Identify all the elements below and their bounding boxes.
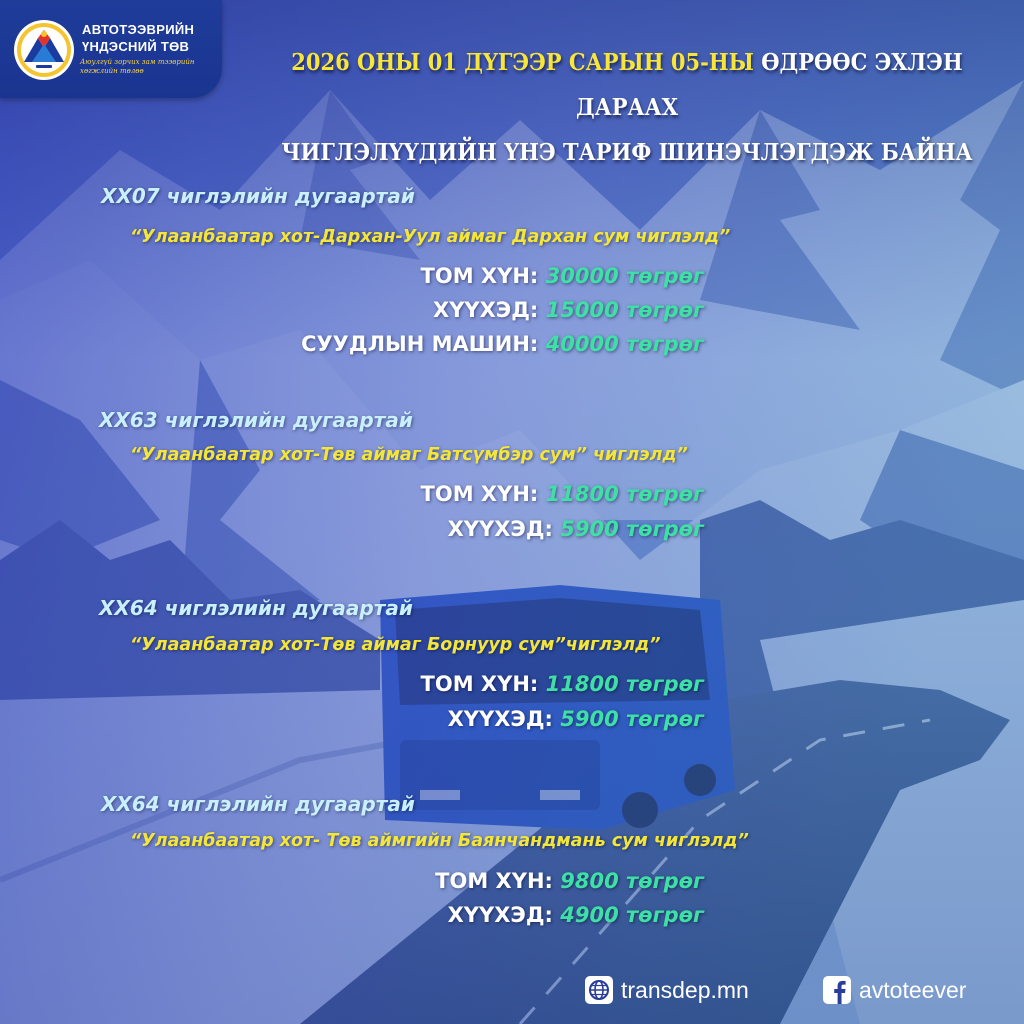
price-value: 15000 төгрөг [545,298,704,322]
route-destination: “Улаанбаатар хот- Төв аймгийн Баянчандмань сум чиглэлд” [130,831,749,851]
price-label: ТОМ ХҮН: [420,672,539,696]
price-label: ХҮҮХЭД: [447,707,553,731]
price-label: ТОМ ХҮН: [420,482,539,506]
route-destination: “Улаанбаатар хот-Төв аймаг Батсүмбэр сум” чиглэлд” [130,445,688,465]
route-heading: ХХ64 чиглэлийн дугаартай [99,596,413,620]
logo-org-name-line2: ҮНДЭСНИЙ ТӨВ [82,39,190,54]
price-child [433,298,704,322]
facebook-icon [823,976,851,1004]
price-value: 9800 төгрөг [560,869,704,893]
price-child [448,707,704,731]
route-heading: ХХ63 чиглэлийн дугаартай [99,408,413,432]
route-heading: ХХ64 чиглэлийн дугаартай [101,792,415,816]
website-text: transdep.mn [621,976,749,1003]
price-label: ТОМ ХҮН: [435,869,553,893]
website-link[interactable] [585,976,749,1004]
logo-slogan: Аюулгүй зорчих зам тээврийн хөгжлийн төлөө [80,58,195,75]
page-title [238,40,1016,174]
price-label: ХҮҮХЭД: [447,517,553,541]
footer-social-links [585,976,1015,1008]
price-label: СУУДЛЫН МАШИН: [301,332,539,356]
price-label: ХҮҮХЭД: [433,298,539,322]
route-heading: ХХ07 чиглэлийн дугаартай [101,184,415,208]
price-car [301,332,704,356]
price-adult [435,869,704,893]
price-value: 11800 төгрөг [545,672,704,696]
price-adult [421,672,704,696]
title-line1-rest: ӨДРӨӨС ЭХЛЭН ДАРААХ [575,47,963,121]
price-adult [421,264,704,288]
logo-emblem-icon [12,18,76,82]
facebook-link[interactable] [823,976,966,1004]
price-label: ХҮҮХЭД: [447,903,553,927]
price-label: ТОМ ХҮН: [420,264,539,288]
price-adult [421,482,704,506]
route-destination: “Улаанбаатар хот-Төв аймаг Борнуур сум”чиглэлд” [130,635,661,655]
price-value: 40000 төгрөг [545,332,704,356]
price-value: 4900 төгрөг [560,903,704,927]
price-value: 5900 төгрөг [560,707,704,731]
title-date-highlight: 2026 ОНЫ 01 ДҮГЭЭР САРЫН 05-НЫ [291,47,754,76]
logo-org-name-line1: АВТОТЭЭВРИЙН [82,22,195,37]
title-line-1 [238,40,1016,130]
price-child [448,903,704,927]
logo-banner [0,0,222,98]
route-destination: “Улаанбаатар хот-Дархан-Уул аймаг Дархан сум чиглэлд” [130,227,731,247]
price-child [448,517,704,541]
facebook-text: avtoteever [859,976,967,1003]
price-value: 30000 төгрөг [545,264,704,288]
price-value: 11800 төгрөг [545,482,704,506]
globe-icon [585,976,613,1004]
title-line-2: ЧИГЛЭЛҮҮДИЙН ҮНЭ ТАРИФ ШИНЭЧЛЭГДЭЖ БАЙНА [281,137,973,166]
price-value: 5900 төгрөг [560,517,704,541]
